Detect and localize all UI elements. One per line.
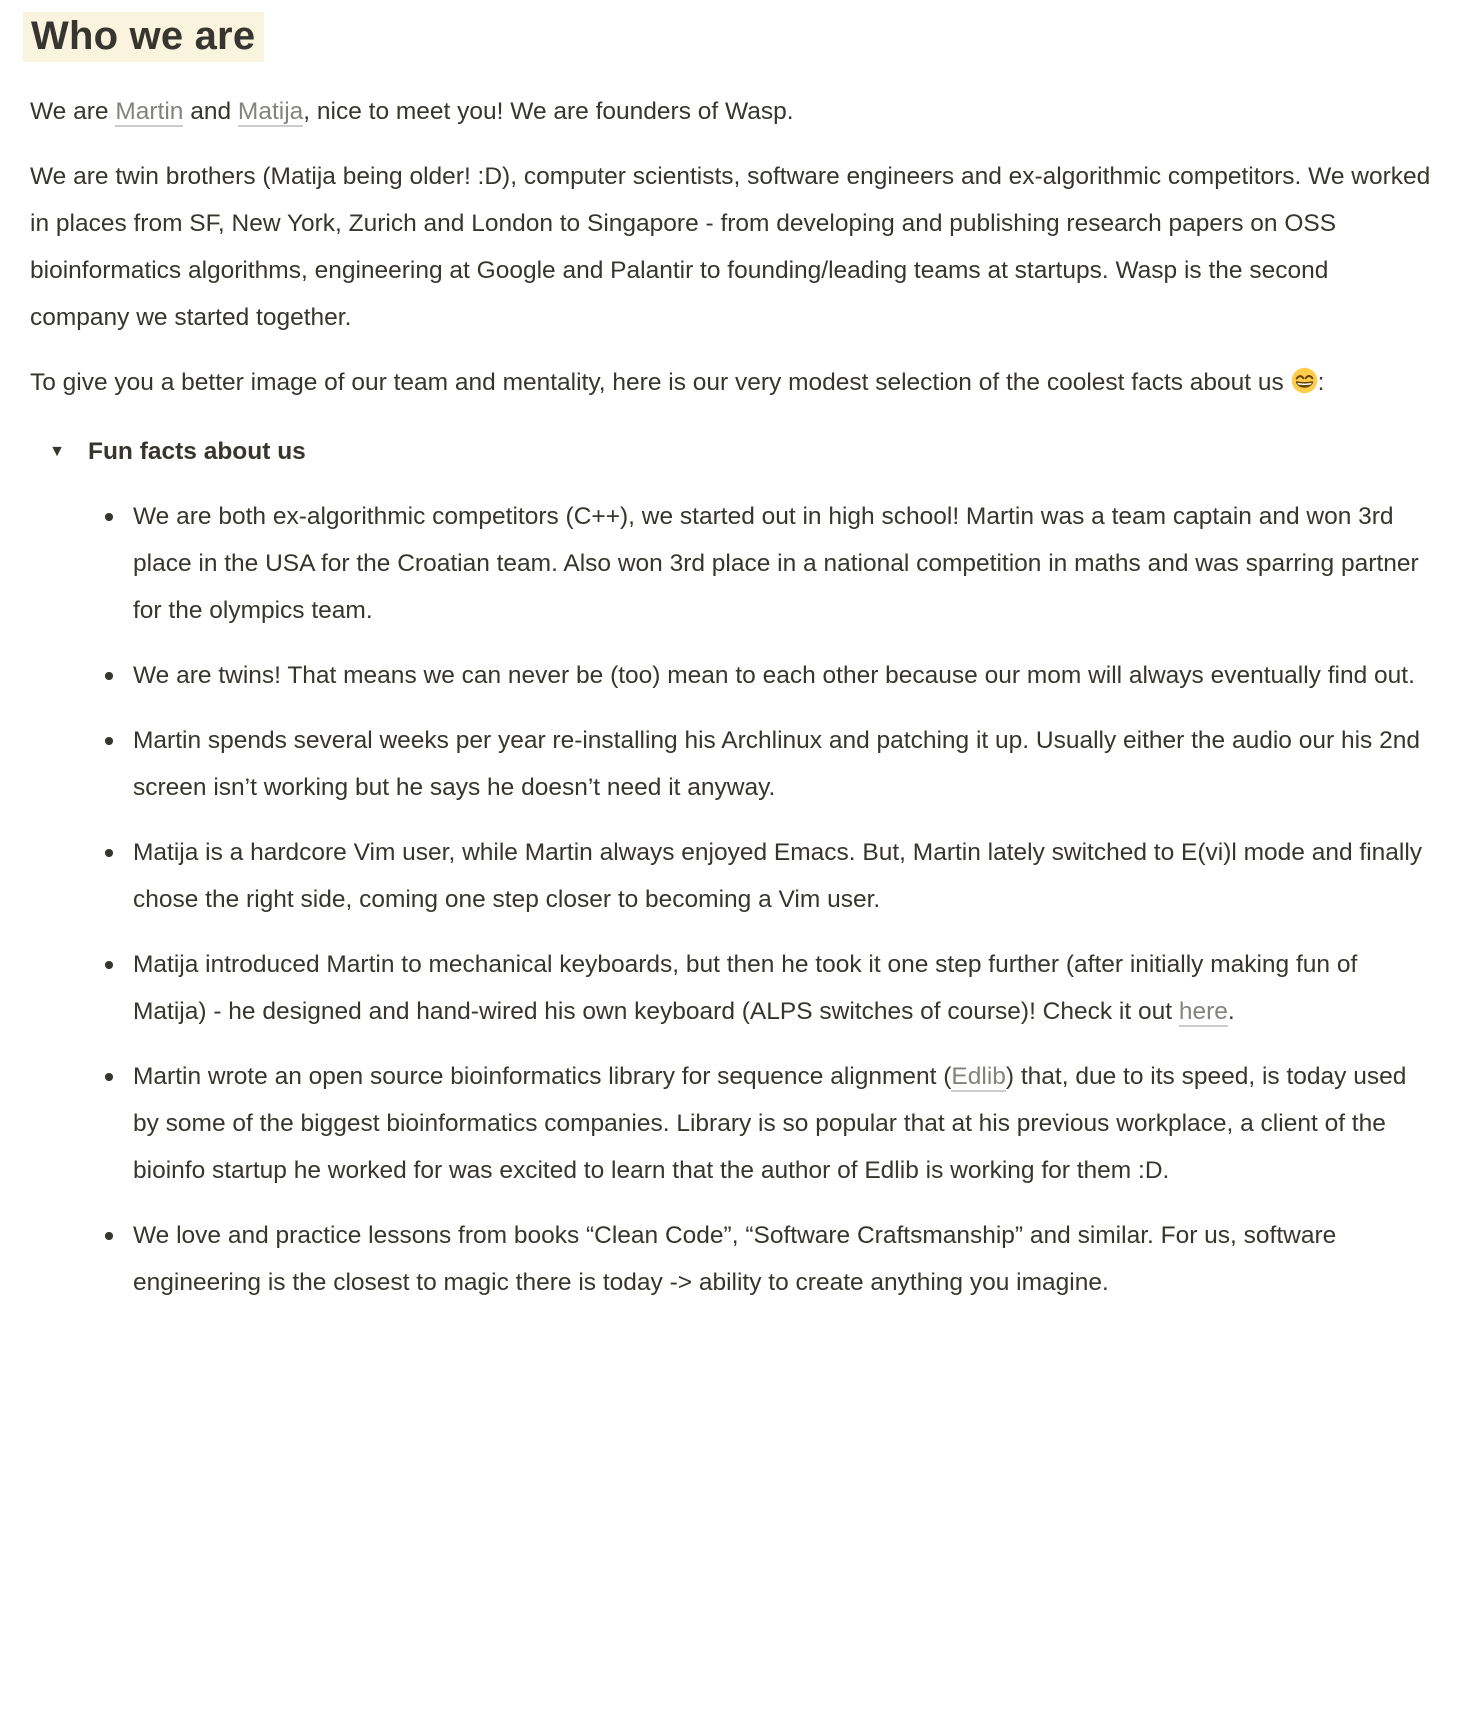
list-item (105, 652, 1434, 699)
fun-facts-toggle (42, 428, 1434, 475)
inline-link[interactable]: Edlib (951, 1063, 1006, 1090)
text-run: Matija introduced Martin to mechanical keyboards, but then he took it one step further (after initially making fun of Matija) - he designed and hand-wired his own keyboard (ALPS switches of course)! Check it out (133, 951, 1358, 1025)
paragraph (30, 359, 1434, 406)
list-item-text (133, 717, 1434, 811)
fun-facts-list (30, 493, 1434, 1306)
list-item (105, 717, 1434, 811)
page-title-highlight: Who we are (23, 12, 264, 62)
inline-link[interactable]: Martin (115, 98, 184, 125)
list-item-text (133, 493, 1434, 634)
bullet-icon (105, 961, 113, 969)
grinning-face-emoji (1291, 367, 1318, 394)
list-item (105, 829, 1434, 923)
bullet-icon (105, 513, 113, 521)
list-item-text (133, 1053, 1434, 1194)
text-run: We love and practice lessons from books “Clean Code”, “Software Craftsmanship” and similar. For us, software engineering is the closest to magic there is today -> ability to create anything you imagine. (133, 1222, 1337, 1296)
list-item-text (133, 1212, 1434, 1306)
text-run: We are twins! That means we can never be (too) mean to each other because our mom will always eventually find out. (133, 662, 1415, 689)
text-run: We are (30, 98, 116, 125)
text-run: and (183, 98, 238, 125)
bullet-icon (105, 1232, 113, 1240)
text-run: , nice to meet you! We are founders of Wasp. (303, 98, 794, 125)
list-item (105, 941, 1434, 1035)
list-item-text (133, 652, 1434, 699)
text-run: : (1317, 369, 1325, 396)
bullet-icon (105, 737, 113, 745)
list-item (105, 1053, 1434, 1194)
list-item-text (133, 829, 1434, 923)
triangle-down-icon: ▼ (49, 442, 65, 460)
text-run: Martin spends several weeks per year re-installing his Archlinux and patching it up. Usually either the audio our his 2nd screen isn’t working but he says he doesn’t need it anyway. (133, 727, 1420, 801)
paragraph (30, 153, 1434, 341)
toggle-collapse-button[interactable] (42, 428, 72, 475)
inline-link[interactable]: here (1178, 998, 1228, 1025)
text-run: Martin wrote an open source bioinformatics library for sequence alignment ( (133, 1063, 952, 1090)
list-item-text (133, 941, 1434, 1035)
bullet-icon (105, 1073, 113, 1081)
list-item (105, 1212, 1434, 1306)
bullet-icon (105, 672, 113, 680)
list-item (105, 493, 1434, 634)
text-run: We are both ex-algorithmic competitors (C++), we started out in high school! Martin was a team captain and won 3rd place in the USA for the Croatian team. Also won 3rd place in a national competition in maths and was sparring partner for the olympics team. (133, 503, 1419, 624)
text-run: Matija is a hardcore Vim user, while Martin always enjoyed Emacs. But, Martin lately switched to E(vi)l mode and finally chose the right side, coming one step closer to becoming a Vim user. (133, 839, 1423, 913)
text-run: ) that, due to its speed, is today used by some of the biggest bioinformatics companies. Library is so popular that at his previous workplace, a client of the bioinfo startup he worked for was excited to learn that the author of Edlib is working for them :D. (133, 1063, 1407, 1184)
text-run: . (1227, 998, 1235, 1025)
toggle-label: Fun facts about us (88, 438, 306, 465)
intro-paragraphs (30, 88, 1434, 406)
paragraph (30, 88, 1434, 135)
bullet-icon (105, 849, 113, 857)
text-run: To give you a better image of our team and mentality, here is our very modest selection of the coolest facts about us (30, 369, 1291, 396)
text-run: We are twin brothers (Matija being older! :D), computer scientists, software engineers and ex-algorithmic competitors. We worked in places from SF, New York, Zurich and London to Singapore - from developing and publishing research papers on OSS bioinformatics algorithms, engineering at Google and Palantir to founding/leading teams at startups. Wasp is the second company we started together. (30, 163, 1431, 331)
inline-link[interactable]: Matija (237, 98, 304, 125)
page-title (30, 10, 1434, 62)
